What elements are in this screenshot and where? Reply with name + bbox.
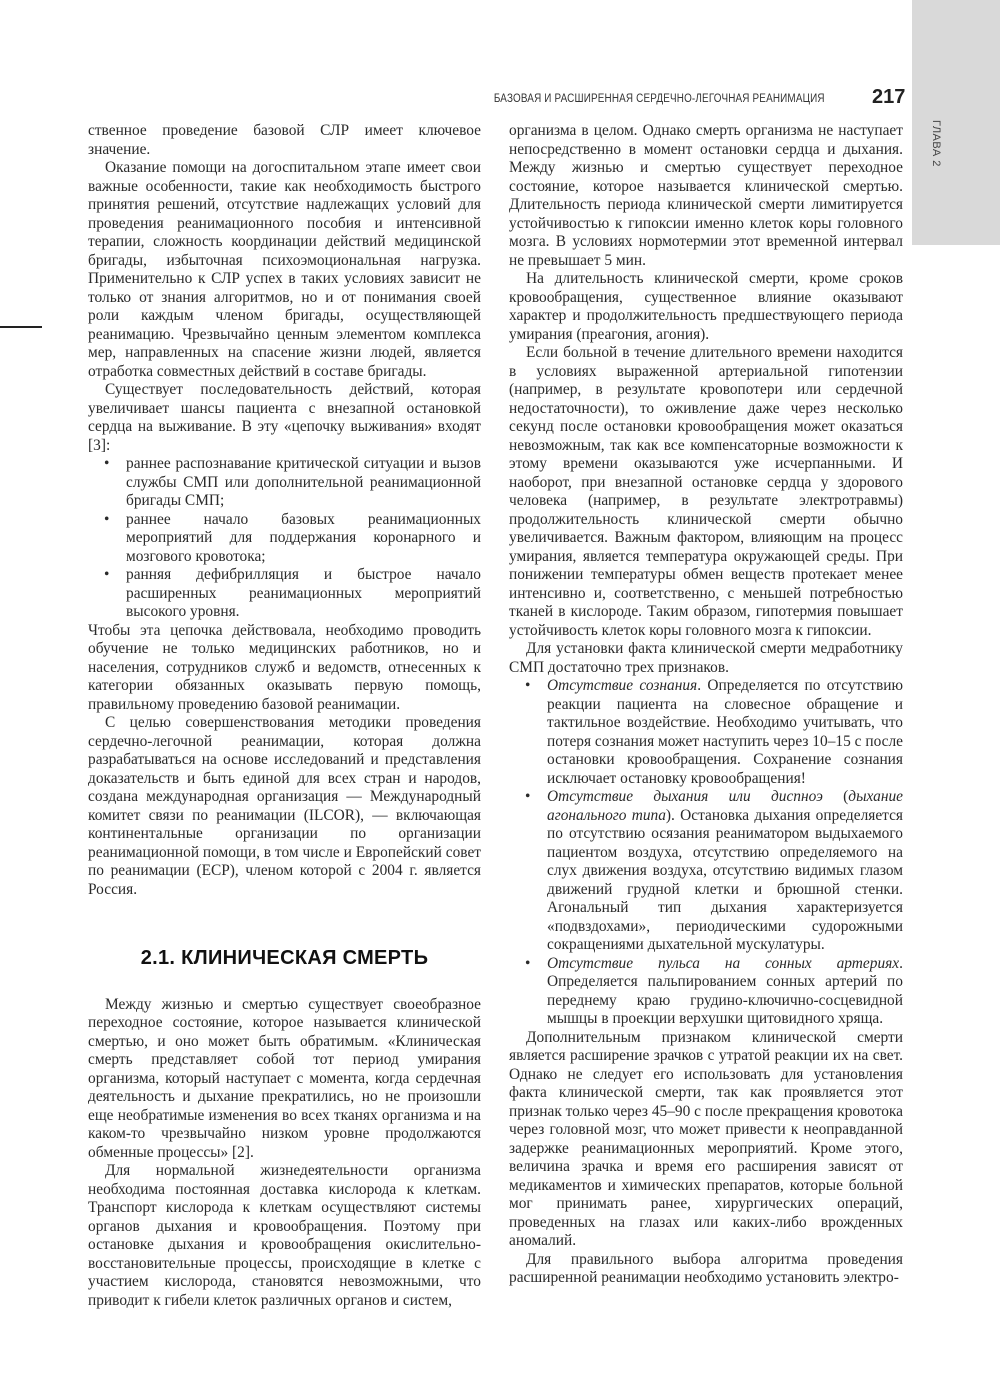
left-column <box>88 122 481 1310</box>
sign-subtitle: дыхание агонального типа <box>547 788 903 824</box>
sign-title: Отсутствие дыхания или диспноэ <box>547 788 823 805</box>
list-item: • раннее распознавание критической ситуации и вызов службы СМП или дополнительной реанимационной бригады СМП; <box>126 455 481 511</box>
paragraph: Если больной в течение длительного времени находится в условиях выраженной артериальной гипотензии (например, в результате кровопотери или сердечной недостаточности), то оживление даже через несколько секунд после остановки кровообращения может оказаться невозможным, так как все компенсаторные возможности к этому времени оказываются уже исчерпанными. И наоборот, при внезапной остановке сердца у здорового человека (например, в результате электротравмы) продолжительность клинической смерти обычно увеличивается. Важным фактором, влияющим на процесс умирания, является температура окружающей среды. При понижении температуры обмен веществ протекает менее интенсивно и, соответственно, с меньшей потребностью тканей в кислороде. Таким образом, гипотермия повышает устойчивость клеток коры головного мозга к гипоксии. <box>509 344 903 639</box>
margin-rule <box>0 326 42 328</box>
paragraph: Чтобы эта цепочка действовала, необходимо проводить обучение не только медицинских работников, но и населения, сотрудников служб и ведомств, отнесенных к категории обязанных оказывать первую помощь, правильному проведению базовой реанимации. <box>88 621 481 713</box>
chapter-label: ГЛАВА 2 <box>930 120 942 167</box>
sign-title: Отсутствие пульса на сонных артериях <box>547 954 900 972</box>
right-column <box>509 122 903 1288</box>
sign-text: . Определяется по отсутствию реакции пациента на словесное обращение и тактильное воздействие. Необходимо учитывать, что потеря сознания может наступить через 10–15 с после остановки кровообращения. Сохранение сознания исключает остановку кровообращения! <box>547 677 903 787</box>
list-item: • Отсутствие дыхания или диспноэ (дыхание агонального типа). Остановка дыхания определяется по отсутствию осязания реаниматором выдыхаемого пациентом воздуха, отсутствию определяемого на слух движения воздуха, отсутствию видимых глазом движений грудной клетки и брюшной стенки. Агональный тип дыхания характеризуется «подвздохами», периодическими судорожными сокращениями дыхательной мускулатуры. <box>547 788 903 955</box>
sign-title: Отсутствие сознания <box>547 677 698 694</box>
paragraph: На длительность клинической смерти, кроме сроков кровообращения, существенное влияние оказывают характер и продолжительность предшествующего периода умирания (преагония, агония). <box>509 270 903 343</box>
page-number: 217 <box>872 86 906 108</box>
paragraph: Существует последовательность действий, которая увеличивает шансы пациента с внезапной остановкой сердца на выживание. В эту «цепочку выживания» входят [3]: <box>88 381 481 454</box>
paragraph: Оказание помощи на догоспитальном этапе имеет свои важные особенности, такие как необходимость быстрого принятия решений, отсутствие надлежащих условий для проведения реанимационного пособия и интенсивной терапии, сложность координации действий медицинской бригады, избыточная психоэмоциональная нагрузка. Применительно к СЛР успех в таких условиях зависит не только от знания алгоритмов, но и от понимания своей роли каждым членом бригады, осуществляющей реанимацию. Чрезвычайно ценным элементом комплекса мер, направленных на спасение жизни людей, является отработка совместных действий в составе бригады. <box>88 159 481 380</box>
paragraph: Дополнительным признаком клинической смерти является расширение зрачков с утратой реакции их на свет. Однако не следует его использовать для установления факта клинической смерти, так как проявляется этот признак только через 45–90 с после прекращения кровотока через головной мозг, что может привести к неоправданной задержке реанимационных мероприятий. Кроме этого, величина зрачка и время его расширения зависят от медикаментов и химических препаратов, которые больной мог принимать ранее, хирургических операций, проведенных на глазах или каких-либо врожденных аномалий. <box>509 1028 903 1249</box>
sign-text: . Определяется пальпированием сонных артерий по переднему краю грудино-ключично-сосцевидной мышцы в проекции верхушки щитовидного хряща. <box>547 954 903 1027</box>
survival-chain-list <box>88 455 481 622</box>
section-heading: 2.1. КЛИНИЧЕСКАЯ СМЕРТЬ <box>140 947 429 969</box>
death-signs-list <box>509 677 903 1029</box>
paragraph: Для установки факта клинической смерти медработнику СМП достаточно трех признаков. <box>509 640 903 676</box>
paragraph: Для нормальной жизнедеятельности организма необходима постоянная доставка кислорода к клеткам. Транспорт кислорода к клеткам осуществляют системы органов дыхания и кровообращения. Поэтому при остановке дыхания и кровообращения окислительно-восстановительные процессы, происходящие в клетке с участием кислорода, становятся невозможными, что приводит к гибели клеток различных органов и систем, <box>88 1162 481 1309</box>
list-item <box>547 955 903 1029</box>
paragraph: Для правильного выбора алгоритма проведения расширенной реанимации необходимо установить электро- <box>509 1250 903 1286</box>
list-item: • раннее начало базовых реанимационных мероприятий для поддержания коронарного и мозгового кровотока; <box>126 511 481 567</box>
list-item: • ранняя дефибрилляция и быстрое начало расширенных реанимационных мероприятий высокого уровня. <box>126 566 481 622</box>
paragraph: ственное проведение базовой СЛР имеет ключевое значение. <box>88 122 481 158</box>
running-header: БАЗОВАЯ И РАСШИРЕННАЯ СЕРДЕЧНО-ЛЕГОЧНАЯ РЕАНИМАЦИЯ <box>494 93 825 105</box>
chapter-tab <box>912 0 1000 245</box>
paragraph: С целью совершенствования методики проведения сердечно-легочной реанимации, которая должна разрабатываться на основе исследований и представления доказательств и быть единой для всех стран и народов, создана международная организация — Международный комитет связи по реанимации (ILCOR), — включающая континентальные организации по организации реанимационной помощи, в том числе и Европейский совет по реанимации (ECP), членом которой с 2004 г. является Россия. <box>88 714 481 898</box>
paragraph: Между жизнью и смертью существует своеобразное переходное состояние, которое называется клинической смертью, и оно может быть обратимым. «Клиническая смерть представляет собой тот период умирания организма, который наступает с момента, когда сердечная деятельность и дыхание прекратились, но не произошли еще необратимые изменения во всех тканях организма и на каком-то чрезвычайно низком уровне продолжаются обменные процессы» [2]. <box>88 995 481 1161</box>
paragraph: организма в целом. Однако смерть организма не наступает непосредственно в момент остановки сердца и дыхания. Между жизнью и смертью существует переходное состояние, которое называется клинической смертью. Длительность периода клинической смерти лимитируется устойчивостью к гипоксии именно клеток коры головного мозга. В условиях нормотермии этот временной интервал не превышает 5 мин. <box>509 122 903 269</box>
sign-text: ). Остановка дыхания определяется по отсутствию осязания реаниматором выдыхаемого пациентом воздуха, отсутствию определяемого на слух движения воздуха, отсутствию видимых глазом движений грудной клетки и брюшной стенки. Агональный тип дыхания характеризуется «подвздохами», периодическими судорожными сокращениями дыхательной мускулатуры. <box>547 806 903 953</box>
list-item <box>547 677 903 788</box>
